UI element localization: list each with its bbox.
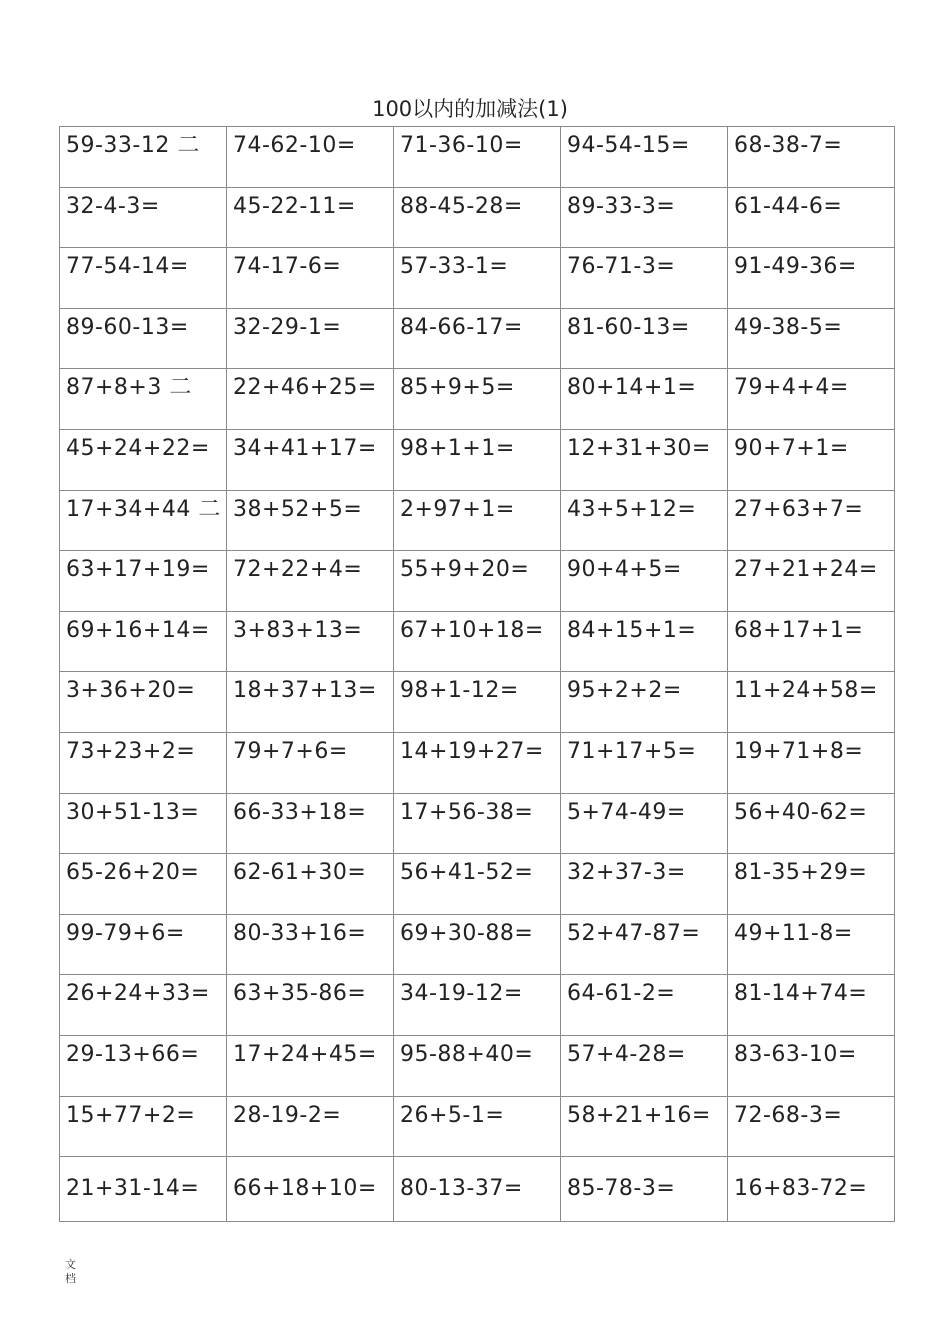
problem-text: 98+1-12= (400, 678, 519, 704)
problem-text: 43+5+12= (567, 496, 697, 522)
table-row (60, 490, 895, 551)
problem-cell (728, 732, 895, 793)
problem-cell (227, 1035, 394, 1096)
table-row (60, 1096, 895, 1157)
problem-cell (561, 1096, 728, 1157)
problem-text: 81-14+74= (734, 981, 868, 1007)
problem-cell (227, 551, 394, 612)
problem-text: 88-45-28= (400, 193, 523, 219)
problem-cell (561, 793, 728, 854)
table-row (60, 308, 895, 369)
problem-text: 71+17+5= (567, 738, 697, 764)
problem-text: 57+4-28= (567, 1041, 686, 1067)
table-row (60, 914, 895, 975)
problem-cell (227, 1157, 394, 1222)
problem-cell (227, 1096, 394, 1157)
problem-cell (227, 672, 394, 733)
problem-cell (60, 611, 227, 672)
problem-cell (394, 1035, 561, 1096)
problem-cell (561, 187, 728, 248)
table-row (60, 551, 895, 612)
problem-cell (561, 429, 728, 490)
problem-text: 69+16+14= (66, 617, 210, 643)
arithmetic-table (59, 126, 895, 1222)
table-row (60, 248, 895, 309)
problem-cell (561, 490, 728, 551)
problem-text: 17+34+44 二 (66, 496, 221, 522)
table-row (60, 975, 895, 1036)
problem-text: 15+77+2= (66, 1102, 196, 1128)
problem-cell (394, 975, 561, 1036)
problem-text: 32-29-1= (233, 314, 342, 340)
problem-text: 17+24+45= (233, 1041, 377, 1067)
problem-cell (394, 854, 561, 915)
problem-cell (60, 1157, 227, 1222)
problem-text: 52+47-87= (567, 920, 701, 946)
problem-text: 17+56-38= (400, 799, 534, 825)
problem-cell (561, 1035, 728, 1096)
problem-cell (728, 369, 895, 430)
problem-cell (561, 914, 728, 975)
problem-cell (728, 793, 895, 854)
problem-text: 79+4+4= (734, 375, 849, 401)
problem-cell (561, 248, 728, 309)
problem-cell (561, 551, 728, 612)
problem-text: 58+21+16= (567, 1102, 711, 1128)
table-row (60, 187, 895, 248)
problem-text: 89-60-13= (66, 314, 189, 340)
problem-cell (227, 187, 394, 248)
problem-cell (227, 975, 394, 1036)
problem-cell (60, 127, 227, 188)
problem-text: 95-88+40= (400, 1041, 534, 1067)
problem-cell (227, 611, 394, 672)
problem-text: 57-33-1= (400, 254, 509, 280)
problem-text: 72+22+4= (233, 557, 363, 583)
table-row (60, 732, 895, 793)
problem-cell (561, 127, 728, 188)
problem-cell (728, 127, 895, 188)
problem-cell (394, 429, 561, 490)
problem-text: 69+30-88= (400, 920, 534, 946)
problem-cell (60, 975, 227, 1036)
problem-text: 3+83+13= (233, 617, 363, 643)
problem-text: 68+17+1= (734, 617, 864, 643)
problem-text: 26+24+33= (66, 981, 210, 1007)
problem-text: 77-54-14= (66, 254, 189, 280)
problem-text: 30+51-13= (66, 799, 200, 825)
problem-cell (60, 914, 227, 975)
problem-text: 66-33+18= (233, 799, 367, 825)
problem-cell (60, 187, 227, 248)
problem-text: 71-36-10= (400, 133, 523, 158)
problem-text: 81-60-13= (567, 314, 690, 340)
problem-cell (227, 248, 394, 309)
problem-cell (394, 490, 561, 551)
problem-text: 85-78-3= (567, 1176, 676, 1202)
problem-text: 5+74-49= (567, 799, 686, 825)
problem-text: 64-61-2= (567, 981, 676, 1007)
problem-cell (394, 672, 561, 733)
problem-cell (394, 914, 561, 975)
problem-text: 89-33-3= (567, 193, 676, 219)
problem-cell (728, 611, 895, 672)
problem-text: 49-38-5= (734, 314, 843, 340)
problem-text: 34-19-12= (400, 981, 523, 1007)
problem-cell (728, 308, 895, 369)
problem-text: 63+35-86= (233, 981, 367, 1007)
problem-cell (227, 127, 394, 188)
table-row (60, 127, 895, 188)
problem-cell (394, 793, 561, 854)
problem-text: 94-54-15= (567, 133, 690, 158)
problem-cell (227, 732, 394, 793)
problem-text: 95+2+2= (567, 678, 682, 704)
problem-text: 18+37+13= (233, 678, 377, 704)
table-row (60, 672, 895, 733)
problem-text: 73+23+2= (66, 738, 196, 764)
problem-text: 11+24+58= (734, 678, 878, 704)
problem-cell (60, 1096, 227, 1157)
problem-text: 84+15+1= (567, 617, 697, 643)
problem-text: 81-35+29= (734, 860, 868, 886)
problem-text: 80-33+16= (233, 920, 367, 946)
problem-cell (394, 369, 561, 430)
problem-cell (561, 854, 728, 915)
problem-cell (561, 732, 728, 793)
problem-text: 59-33-12 二 (66, 133, 200, 158)
problem-cell (60, 369, 227, 430)
problem-text: 12+31+30= (567, 435, 711, 461)
problem-text: 84-66-17= (400, 314, 523, 340)
problem-text: 32-4-3= (66, 193, 160, 219)
table-row (60, 854, 895, 915)
problem-text: 74-62-10= (233, 133, 356, 158)
problem-cell (561, 1157, 728, 1222)
problem-cell (728, 490, 895, 551)
problem-cell (60, 1035, 227, 1096)
problem-cell (394, 611, 561, 672)
problem-text: 63+17+19= (66, 557, 210, 583)
problem-text: 3+36+20= (66, 678, 196, 704)
problem-cell (728, 551, 895, 612)
table-row (60, 369, 895, 430)
table-row (60, 1035, 895, 1096)
problem-cell (60, 793, 227, 854)
problem-text: 99-79+6= (66, 920, 185, 946)
footer-doc-mark: 文档 (65, 1258, 76, 1285)
problem-cell (60, 732, 227, 793)
table-row (60, 429, 895, 490)
problem-text: 16+83-72= (734, 1176, 868, 1202)
problem-cell (394, 248, 561, 309)
problem-cell (394, 1157, 561, 1222)
problem-text: 56+41-52= (400, 860, 534, 886)
problem-cell (60, 672, 227, 733)
problem-cell (561, 611, 728, 672)
problem-text: 62-61+30= (233, 860, 367, 886)
problem-cell (394, 1096, 561, 1157)
problem-cell (227, 369, 394, 430)
problem-cell (394, 551, 561, 612)
problem-cell (561, 369, 728, 430)
problem-cell (394, 127, 561, 188)
problem-cell (394, 732, 561, 793)
problem-text: 21+31-14= (66, 1176, 200, 1202)
problem-text: 22+46+25= (233, 375, 377, 401)
problem-cell (60, 429, 227, 490)
problem-text: 26+5-1= (400, 1102, 505, 1128)
problem-cell (227, 854, 394, 915)
problem-cell (728, 854, 895, 915)
problem-text: 66+18+10= (233, 1176, 377, 1202)
arithmetic-table-body (60, 127, 895, 1222)
problem-text: 29-13+66= (66, 1041, 200, 1067)
problem-text: 61-44-6= (734, 193, 843, 219)
problem-cell (728, 1157, 895, 1222)
problem-cell (227, 914, 394, 975)
problem-text: 72-68-3= (734, 1102, 843, 1128)
problem-text: 85+9+5= (400, 375, 515, 401)
problem-cell (728, 429, 895, 490)
problem-cell (728, 914, 895, 975)
problem-cell (728, 1096, 895, 1157)
problem-cell (60, 490, 227, 551)
problem-text: 76-71-3= (567, 254, 676, 280)
problem-text: 14+19+27= (400, 738, 544, 764)
problem-cell (60, 854, 227, 915)
problem-text: 79+7+6= (233, 738, 348, 764)
problem-text: 28-19-2= (233, 1102, 342, 1128)
table-row (60, 793, 895, 854)
problem-text: 55+9+20= (400, 557, 530, 583)
problem-text: 91-49-36= (734, 254, 857, 280)
problem-text: 98+1+1= (400, 435, 515, 461)
problem-text: 38+52+5= (233, 496, 363, 522)
problem-cell (60, 551, 227, 612)
problem-text: 27+21+24= (734, 557, 878, 583)
problem-text: 45-22-11= (233, 193, 356, 219)
table-row (60, 1157, 895, 1222)
problem-cell (728, 187, 895, 248)
problem-text: 87+8+3 二 (66, 375, 192, 401)
problem-cell (561, 672, 728, 733)
problem-text: 74-17-6= (233, 254, 342, 280)
problem-text: 83-63-10= (734, 1041, 857, 1067)
problem-cell (227, 308, 394, 369)
problem-text: 32+37-3= (567, 860, 686, 886)
problem-text: 90+7+1= (734, 435, 849, 461)
problem-text: 80+14+1= (567, 375, 697, 401)
problem-text: 19+71+8= (734, 738, 864, 764)
problem-cell (728, 975, 895, 1036)
problem-text: 45+24+22= (66, 435, 210, 461)
page-title: 100以内的加减法(1) (372, 97, 568, 121)
problem-text: 56+40-62= (734, 799, 868, 825)
problem-cell (728, 1035, 895, 1096)
problem-text: 67+10+18= (400, 617, 544, 643)
problem-cell (227, 793, 394, 854)
problem-cell (561, 975, 728, 1036)
problem-text: 27+63+7= (734, 496, 864, 522)
problem-cell (561, 308, 728, 369)
problem-cell (227, 429, 394, 490)
problem-cell (728, 248, 895, 309)
problem-cell (394, 187, 561, 248)
problem-text: 2+97+1= (400, 496, 515, 522)
problem-cell (394, 308, 561, 369)
problem-cell (227, 490, 394, 551)
problem-cell (60, 248, 227, 309)
problem-text: 90+4+5= (567, 557, 682, 583)
problem-cell (728, 672, 895, 733)
problem-text: 34+41+17= (233, 435, 377, 461)
problem-text: 80-13-37= (400, 1176, 523, 1202)
problem-cell (60, 308, 227, 369)
table-row (60, 611, 895, 672)
problem-text: 49+11-8= (734, 920, 853, 946)
problem-text: 65-26+20= (66, 860, 200, 886)
problem-text: 68-38-7= (734, 133, 843, 158)
